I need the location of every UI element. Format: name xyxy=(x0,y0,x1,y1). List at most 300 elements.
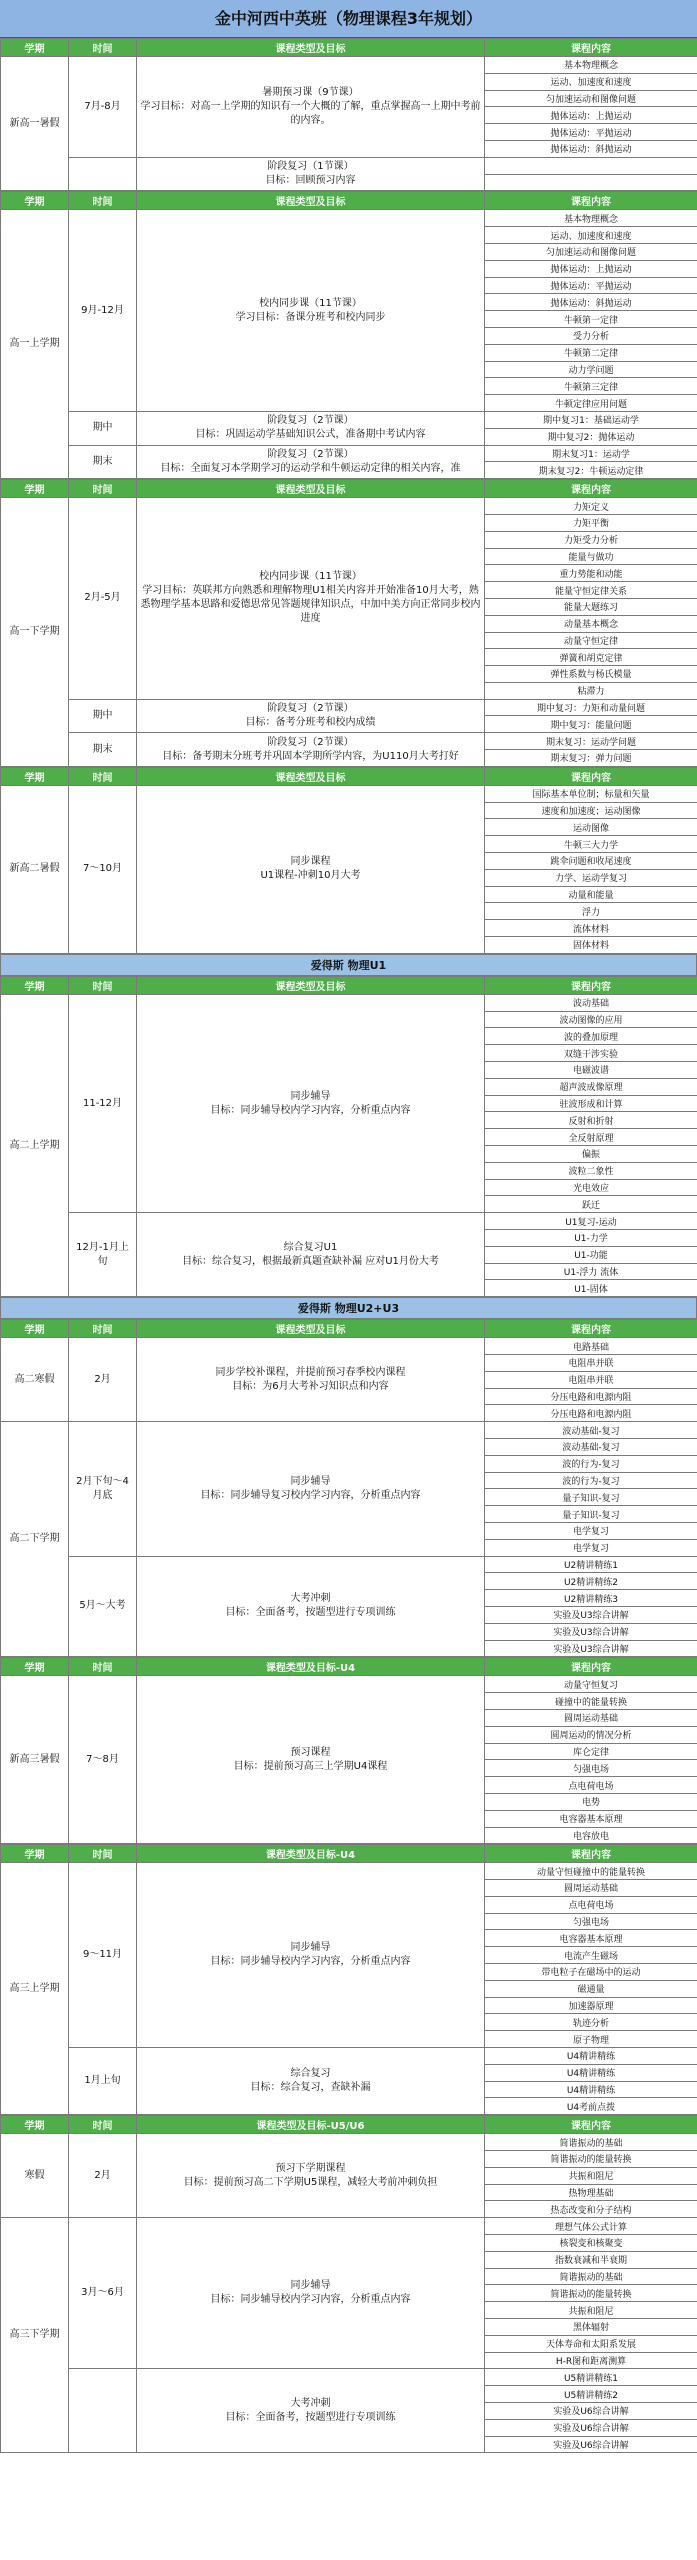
content-item: 能量与做功 xyxy=(485,548,697,565)
content-item: 点电荷电场 xyxy=(485,1896,697,1913)
header-type: 课程类型及目标 xyxy=(137,39,485,57)
time-cell: 5月～大考 xyxy=(69,1556,137,1657)
header-term: 学期 xyxy=(1,976,69,994)
content-item: 期末复习：弹力问题 xyxy=(485,750,697,767)
content-item: 简谐振动的基础 xyxy=(485,2134,697,2151)
plan-table xyxy=(0,1657,697,1844)
content-item: 电学复习 xyxy=(485,1539,697,1556)
term-cell: 新高二暑假 xyxy=(1,785,69,953)
content-item: 弹簧和胡克定律 xyxy=(485,649,697,666)
table-row xyxy=(1,785,697,802)
course-type-cell xyxy=(137,1213,485,1297)
content-item: 库仑定律 xyxy=(485,1743,697,1760)
header-type: 课程类型及目标-U4 xyxy=(137,1658,485,1676)
content-item: 动量和能量 xyxy=(485,886,697,903)
content-item: 热物理基础 xyxy=(485,2184,697,2201)
time-cell: 期中 xyxy=(69,411,137,445)
content-item: 浮力 xyxy=(485,903,697,920)
content-item: 带电粒子在磁场中的运动 xyxy=(485,1964,697,1981)
content-item: 匀加速运动和图像问题 xyxy=(485,90,697,107)
content-item: 实验及U3综合讲解 xyxy=(485,1606,697,1623)
content-item: U5精讲精练1 xyxy=(485,2369,697,2386)
content-item: 全反射原理 xyxy=(485,1129,697,1146)
content-item: 牛顿定律应用问题 xyxy=(485,395,697,412)
content-item: 动量守恒复习 xyxy=(485,1676,697,1693)
content-item: 波的行为-复习 xyxy=(485,1455,697,1472)
course-type-cell xyxy=(137,445,485,479)
content-item: U2精讲精练2 xyxy=(485,1573,697,1590)
content-item: 国际基本单位制；标量和矢量 xyxy=(485,785,697,802)
header-content: 课程内容 xyxy=(485,192,697,210)
term-cell: 高一下学期 xyxy=(1,498,69,767)
course-type-goal: 目标：巩固运动学基础知识公式，准备期中考试内容 xyxy=(195,429,426,441)
content-item: 实验及U6综合讲解 xyxy=(485,2403,697,2420)
header-row xyxy=(1,2116,697,2134)
course-type-title: 同步辅导 xyxy=(290,2280,331,2292)
content-item: 运动、加速度和速度 xyxy=(485,73,697,90)
content-item: 实验及U6综合讲解 xyxy=(485,2436,697,2453)
header-type: 课程类型及目标-U5/U6 xyxy=(137,2116,485,2134)
content-item: U5精讲精练2 xyxy=(485,2386,697,2403)
term-cell: 新高三暑假 xyxy=(1,1676,69,1844)
header-term: 学期 xyxy=(1,1845,69,1863)
content-item: 实验及U3综合讲解 xyxy=(485,1640,697,1657)
content-item: 圆周运动基础 xyxy=(485,1880,697,1897)
time-cell: 2月 xyxy=(69,2134,137,2218)
course-type-title: 同步辅导 xyxy=(290,1090,331,1102)
content-item: 运动图像 xyxy=(485,819,697,836)
content-item: 匀加速运动和图像问题 xyxy=(485,243,697,260)
term-cell: 高一上学期 xyxy=(1,210,69,479)
course-type-title: 阶段复习（2节课） xyxy=(267,736,354,748)
content-item: 基本物理概念 xyxy=(485,210,697,227)
course-type-goal: 目标：同步辅导复习校内学习内容，分析重点内容 xyxy=(200,1489,421,1501)
content-item: 驻波形成和计算 xyxy=(485,1095,697,1112)
content-item: 圆周运动基础 xyxy=(485,1709,697,1726)
content-item: 实验及U6综合讲解 xyxy=(485,2419,697,2436)
header-type: 课程类型及目标 xyxy=(137,480,485,498)
header-row xyxy=(1,976,697,994)
content-item: 点电荷电场 xyxy=(485,1777,697,1794)
table-row xyxy=(1,1422,697,1439)
header-time: 时间 xyxy=(69,1845,137,1863)
content-item: 速度和加速度；运动图像 xyxy=(485,802,697,819)
course-type-goal: 目标：备考期末分班考并巩固本学期所学内容，为U110月大考打好 xyxy=(162,750,459,762)
content-item: 电学复习 xyxy=(485,1522,697,1539)
header-row xyxy=(1,767,697,785)
time-cell: 期末 xyxy=(69,733,137,767)
course-type-title: 预习课程 xyxy=(290,1746,331,1758)
content-item: 波的行为-复习 xyxy=(485,1472,697,1489)
header-term: 学期 xyxy=(1,1658,69,1676)
content-item: U4考前点拨 xyxy=(485,2098,697,2115)
course-type-goal: 目标：提前预习高三上学期U4课程 xyxy=(233,1760,388,1772)
table-row xyxy=(1,445,697,462)
content-item: 力学、运动学复习 xyxy=(485,869,697,886)
page-title: 金中河西中英班（物理课程3年规划） xyxy=(0,0,697,38)
header-term: 学期 xyxy=(1,767,69,785)
time-cell: 2月 xyxy=(69,1338,137,1422)
course-type-cell xyxy=(137,1676,485,1844)
plan-table xyxy=(0,38,697,191)
course-type-goal: 目标：回顾预习内容 xyxy=(265,175,356,187)
header-time: 时间 xyxy=(69,1320,137,1338)
content-item: 圆周运动的情况分析 xyxy=(485,1726,697,1743)
content-item: 粘滞力 xyxy=(485,682,697,699)
content-item: 波动基础 xyxy=(485,994,697,1011)
header-term: 学期 xyxy=(1,480,69,498)
content-item: 轨迹分析 xyxy=(485,2014,697,2031)
header-type: 课程类型及目标-U4 xyxy=(137,1845,485,1863)
content-item: 分压电路和电源内阻 xyxy=(485,1388,697,1405)
content-item: 双缝干涉实验 xyxy=(485,1045,697,1062)
content-item: 电阻串并联 xyxy=(485,1371,697,1388)
content-item: 波动基础-复习 xyxy=(485,1422,697,1439)
table-row xyxy=(1,57,697,74)
course-type-cell xyxy=(137,2134,485,2218)
table-row xyxy=(1,210,697,227)
course-type-goal: 目标：为6月大考补习知识点和内容 xyxy=(232,1380,389,1392)
course-type-goal: 目标：同步辅导校内学习内容，分析重点内容 xyxy=(210,1104,411,1116)
course-type-title: 阶段复习（2节课） xyxy=(267,415,354,427)
time-cell: 9～11月 xyxy=(69,1863,137,2048)
plan-table xyxy=(0,976,697,1297)
header-time: 时间 xyxy=(69,480,137,498)
content-item: 共振和阻尼 xyxy=(485,2302,697,2319)
header-type: 课程类型及目标 xyxy=(137,767,485,785)
course-type-goal: 目标：综合复习，根据最新真题查缺补漏 应对U1月份大考 xyxy=(182,1255,439,1267)
content-item: 运动、加速度和速度 xyxy=(485,227,697,244)
course-type-title: 同步辅导 xyxy=(290,1942,331,1954)
content-item: 天体寿命和太阳系发展 xyxy=(485,2335,697,2352)
content-item: 抛体运动：平抛运动 xyxy=(485,277,697,294)
content-item: 加速器原理 xyxy=(485,1997,697,2014)
header-content: 课程内容 xyxy=(485,2116,697,2134)
course-type-goal: 目标：综合复习，查缺补漏 xyxy=(250,2082,371,2094)
content-item: 受力分析 xyxy=(485,327,697,344)
course-type-goal: 学习目标：对高一上学期的知识有一个大概的了解，重点掌握高一上期中考前的内容。 xyxy=(140,100,481,126)
header-content: 课程内容 xyxy=(485,480,697,498)
content-item: U1-浮力 流体 xyxy=(485,1263,697,1280)
content-item: 期末复习1：运动学 xyxy=(485,445,697,462)
course-type-title: 综合复习 xyxy=(290,2068,331,2080)
content-item: 电势 xyxy=(485,1793,697,1810)
content-item: 光电效应 xyxy=(485,1179,697,1196)
course-type-title: 校内同步课（11节课） xyxy=(259,571,362,583)
table-row xyxy=(1,1863,697,1880)
table-row xyxy=(1,733,697,750)
header-type: 课程类型及目标 xyxy=(137,1320,485,1338)
header-row xyxy=(1,192,697,210)
course-type-goal: 目标：备考分班考和校内成绩 xyxy=(245,716,376,728)
section-banner: 爱得斯 物理U1 xyxy=(0,954,697,976)
content-item: U1-力学 xyxy=(485,1230,697,1247)
content-item: 动力学问题 xyxy=(485,361,697,378)
course-type-goal: 目标：提前预习高二下学期U5课程，减轻大考前冲刺负担 xyxy=(183,2176,438,2188)
content-item: 期末复习2：牛顿运动定律 xyxy=(485,462,697,479)
course-type-title: 暑期预习课（9节课） xyxy=(262,86,359,98)
header-row xyxy=(1,39,697,57)
content-item: U1-固体 xyxy=(485,1280,697,1297)
content-item: U1-功能 xyxy=(485,1246,697,1263)
content-item: 期中复习2：抛体运动 xyxy=(485,428,697,445)
content-item: 动量守恒定律 xyxy=(485,632,697,649)
course-type-cell xyxy=(137,498,485,700)
time-cell: 7～8月 xyxy=(69,1676,137,1844)
course-type-title: 大考冲刺 xyxy=(290,2397,331,2409)
course-type-cell xyxy=(137,411,485,445)
content-item: U4精讲精练 xyxy=(485,2048,697,2065)
term-cell: 新高一暑假 xyxy=(1,57,69,191)
content-item xyxy=(485,157,697,174)
content-item: 流体材料 xyxy=(485,920,697,937)
content-item: 牛顿第三定律 xyxy=(485,378,697,395)
content-item: 波动图像的应用 xyxy=(485,1011,697,1028)
content-item: 弹性系数与杨氏模量 xyxy=(485,666,697,683)
content-item: 牛顿第二定律 xyxy=(485,344,697,361)
time-cell: 1月上旬 xyxy=(69,2048,137,2115)
content-item xyxy=(485,174,697,191)
content-item: 超声波成像原理 xyxy=(485,1078,697,1095)
header-content: 课程内容 xyxy=(485,1320,697,1338)
course-type-cell xyxy=(137,57,485,158)
course-type-goal: 目标：全面备考，按题型进行专项训练 xyxy=(225,2411,396,2423)
table-row xyxy=(1,994,697,1011)
content-item: 电流产生磁场 xyxy=(485,1947,697,1964)
header-content: 课程内容 xyxy=(485,1845,697,1863)
course-type-cell xyxy=(137,733,485,767)
content-item: 牛顿三大力学 xyxy=(485,836,697,853)
header-row xyxy=(1,1658,697,1676)
course-type-cell xyxy=(137,1422,485,1556)
content-item: 力矩平衡 xyxy=(485,514,697,531)
header-term: 学期 xyxy=(1,2116,69,2134)
content-item: 简谐振动的能量转换 xyxy=(485,2285,697,2302)
content-item: 黑体辐射 xyxy=(485,2319,697,2336)
content-item: 波的叠加原理 xyxy=(485,1028,697,1045)
course-type-goal: 目标：全面备考，按题型进行专项训练 xyxy=(225,1607,396,1619)
header-type: 课程类型及目标 xyxy=(137,976,485,994)
table-row xyxy=(1,1213,697,1230)
table-row xyxy=(1,157,697,174)
course-type-title: 大考冲刺 xyxy=(290,1593,331,1605)
content-item: 热态改变和分子结构 xyxy=(485,2201,697,2218)
content-item: 电磁波谱 xyxy=(485,1062,697,1079)
content-item: H-R图和距离测算 xyxy=(485,2352,697,2369)
content-item: U4精讲精练 xyxy=(485,2081,697,2098)
table-row xyxy=(1,1338,697,1355)
time-cell: 12月-1月上旬 xyxy=(69,1213,137,1297)
content-item: 简谐振动的能量转换 xyxy=(485,2151,697,2168)
course-type-cell xyxy=(137,1556,485,1657)
course-type-title: 同步课程 xyxy=(290,856,331,868)
header-row xyxy=(1,480,697,498)
term-cell: 高二寒假 xyxy=(1,1338,69,1422)
header-type: 课程类型及目标 xyxy=(137,192,485,210)
content-item: 能量大题练习 xyxy=(485,598,697,615)
table-row xyxy=(1,498,697,515)
content-item: 共振和阻尼 xyxy=(485,2167,697,2184)
content-item: 简谐振动的基础 xyxy=(485,2268,697,2285)
header-term: 学期 xyxy=(1,192,69,210)
content-item: 跃迁 xyxy=(485,1196,697,1213)
time-cell: 期末 xyxy=(69,445,137,479)
header-time: 时间 xyxy=(69,767,137,785)
content-item: 重力势能和动能 xyxy=(485,565,697,582)
course-type-goal: 目标：同步辅导校内学习内容，分析重点内容 xyxy=(210,2294,411,2306)
course-type-title: 阶段复习（2节课） xyxy=(267,448,354,460)
header-content: 课程内容 xyxy=(485,767,697,785)
course-type-title: 预习下学期课程 xyxy=(275,2162,346,2174)
content-item: 电容器基本原理 xyxy=(485,1810,697,1827)
content-item: U2精讲精练3 xyxy=(485,1590,697,1607)
course-type-cell xyxy=(137,2048,485,2115)
course-type-cell xyxy=(137,785,485,953)
plan-table xyxy=(0,767,697,954)
course-type-goal: 目标：全面复习本学期学习的运动学和牛顿运动定律的相关内容，准 xyxy=(160,462,461,474)
term-cell: 高二上学期 xyxy=(1,994,69,1296)
content-item: U1复习-运动 xyxy=(485,1213,697,1230)
content-item: 牛顿第一定律 xyxy=(485,311,697,328)
content-item: 抛体运动：平抛运动 xyxy=(485,124,697,141)
course-type-title: 同步辅导 xyxy=(290,1475,331,1487)
header-row xyxy=(1,1845,697,1863)
course-type-cell xyxy=(137,1863,485,2048)
header-content: 课程内容 xyxy=(485,1658,697,1676)
header-time: 时间 xyxy=(69,39,137,57)
header-term: 学期 xyxy=(1,39,69,57)
content-item: 期末复习：运动学问题 xyxy=(485,733,697,750)
content-item: 碰撞中的能量转换 xyxy=(485,1693,697,1710)
plan-table xyxy=(0,479,697,767)
content-item: 理想气体公式计算 xyxy=(485,2218,697,2235)
content-item: 原子物理 xyxy=(485,2031,697,2048)
course-type-cell xyxy=(137,1338,485,1422)
header-time: 时间 xyxy=(69,192,137,210)
plan-table xyxy=(0,1319,697,1657)
course-type-title: 阶段复习（1节课） xyxy=(267,161,354,173)
plan-table xyxy=(0,1844,697,2115)
content-item: 动量基本概念 xyxy=(485,615,697,632)
table-row xyxy=(1,699,697,716)
content-item: 指数衰减和半衰期 xyxy=(485,2251,697,2268)
course-type-title: 同步学校补课程，并提前预习春季校内课程 xyxy=(215,1366,406,1378)
course-type-title: 阶段复习（2节课） xyxy=(267,702,354,714)
content-item: 期中复习1：基础运动学 xyxy=(485,411,697,428)
content-item: 电阻串并联 xyxy=(485,1354,697,1371)
course-type-cell xyxy=(137,157,485,191)
content-item: 抛体运动：斜抛运动 xyxy=(485,140,697,157)
content-item: 抛体运动：上抛运动 xyxy=(485,107,697,124)
content-item: 量子知识-复习 xyxy=(485,1489,697,1506)
plan-table xyxy=(0,2115,697,2453)
content-item: 匀强电场 xyxy=(485,1760,697,1777)
time-cell xyxy=(69,157,137,191)
content-item: 跳伞问题和收尾速度 xyxy=(485,853,697,870)
course-type-goal: 学习目标：英联邦方向熟悉和理解物理U1相关内容并开始准备10月大考，熟悉物理学基本思路和爱德思常见答题规律知识点，中加中美方向正常同步校内进度 xyxy=(140,585,481,625)
term-cell: 高三下学期 xyxy=(1,2218,69,2453)
content-item: 量子知识-复习 xyxy=(485,1506,697,1523)
content-item: 能量守恒定律关系 xyxy=(485,582,697,599)
course-type-cell xyxy=(137,210,485,412)
content-item: 匀强电场 xyxy=(485,1913,697,1930)
term-cell: 高二下学期 xyxy=(1,1422,69,1657)
term-cell: 高三上学期 xyxy=(1,1863,69,2115)
content-item: 反射和折射 xyxy=(485,1112,697,1129)
content-item: 动量守恒碰撞中的能量转换 xyxy=(485,1863,697,1880)
table-row xyxy=(1,2369,697,2386)
table-row xyxy=(1,2134,697,2151)
term-cell: 寒假 xyxy=(1,2134,69,2218)
header-row xyxy=(1,1320,697,1338)
table-row xyxy=(1,1676,697,1693)
time-cell: 3月～6月 xyxy=(69,2218,137,2369)
content-item: 固体材料 xyxy=(485,937,697,954)
content-item: 期中复习：能量问题 xyxy=(485,716,697,733)
course-type-cell xyxy=(137,699,485,733)
time-cell: 2月-5月 xyxy=(69,498,137,700)
time-cell: 7～10月 xyxy=(69,785,137,953)
time-cell xyxy=(69,2369,137,2453)
header-time: 时间 xyxy=(69,1658,137,1676)
content-item: 电容器基本原理 xyxy=(485,1930,697,1947)
table-row xyxy=(1,1556,697,1573)
table-row xyxy=(1,411,697,428)
course-type-goal: 学习目标：备课分班考和校内同步 xyxy=(235,311,386,323)
time-cell: 11-12月 xyxy=(69,994,137,1212)
section-banner: 爱得斯 物理U2+U3 xyxy=(0,1297,697,1319)
header-term: 学期 xyxy=(1,1320,69,1338)
header-content: 课程内容 xyxy=(485,39,697,57)
content-item: 期中复习：力矩和动量问题 xyxy=(485,699,697,716)
content-item: 力矩定义 xyxy=(485,498,697,515)
table-row xyxy=(1,2218,697,2235)
time-cell: 2月下旬～4月底 xyxy=(69,1422,137,1556)
header-time: 时间 xyxy=(69,2116,137,2134)
content-item: 力矩受力分析 xyxy=(485,531,697,548)
content-item: 波动基础-复习 xyxy=(485,1438,697,1455)
course-type-cell xyxy=(137,2369,485,2453)
course-type-cell xyxy=(137,2218,485,2369)
content-item: 电容放电 xyxy=(485,1827,697,1844)
content-item: 抛体运动：斜抛运动 xyxy=(485,294,697,311)
content-item: 磁通量 xyxy=(485,1980,697,1997)
course-type-goal: U1课程-冲刺10月大考 xyxy=(260,870,361,882)
course-type-title: 校内同步课（11节课） xyxy=(259,297,362,309)
table-row xyxy=(1,2048,697,2065)
content-item: 偏振 xyxy=(485,1146,697,1163)
header-content: 课程内容 xyxy=(485,976,697,994)
course-type-goal: 目标：同步辅导校内学习内容，分析重点内容 xyxy=(210,1956,411,1968)
time-cell: 期中 xyxy=(69,699,137,733)
content-item: 抛体运动：上抛运动 xyxy=(485,260,697,277)
content-item: U4精讲精练 xyxy=(485,2064,697,2081)
plan-table xyxy=(0,191,697,479)
plan-content xyxy=(0,38,697,2453)
content-item: 实验及U3综合讲解 xyxy=(485,1623,697,1640)
course-type-cell xyxy=(137,994,485,1212)
content-item: 核裂变和核聚变 xyxy=(485,2235,697,2252)
content-item: 波粒二象性 xyxy=(485,1162,697,1179)
content-item: 分压电路和电源内阻 xyxy=(485,1405,697,1422)
content-item: U2精讲精练1 xyxy=(485,1556,697,1573)
time-cell: 7月-8月 xyxy=(69,57,137,158)
content-item: 电路基础 xyxy=(485,1338,697,1355)
course-type-title: 综合复习U1 xyxy=(283,1241,338,1253)
header-time: 时间 xyxy=(69,976,137,994)
time-cell: 9月-12月 xyxy=(69,210,137,412)
content-item: 基本物理概念 xyxy=(485,57,697,74)
